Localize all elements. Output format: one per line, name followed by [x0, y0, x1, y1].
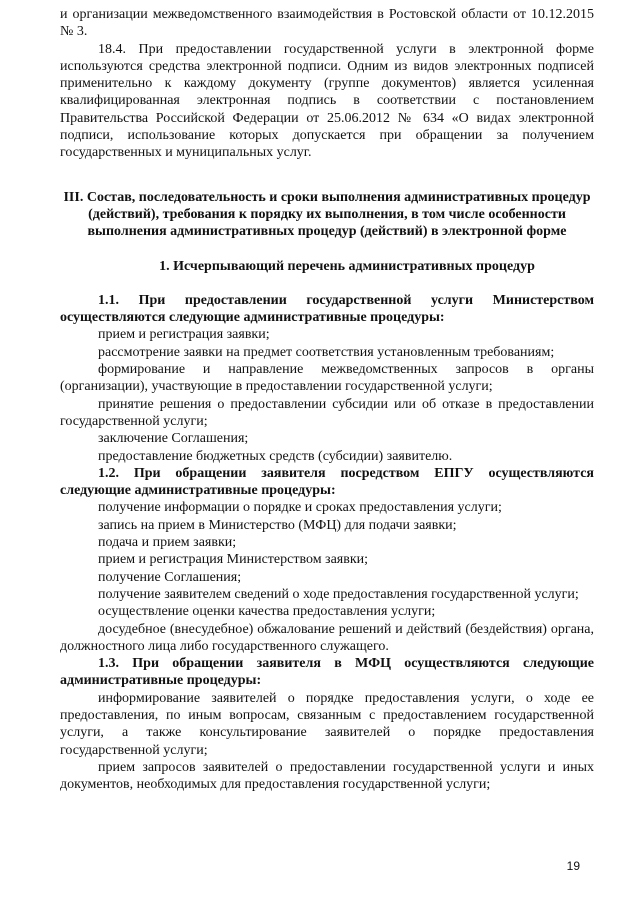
section-title: III. Состав, последовательность и сроки выполнения административных процедур (действий), требования к порядку их выполнения, в том числе особенности выполнения административных процедур (действий) в электронной форме	[63, 189, 591, 240]
list-item: досудебное (внесудебное) обжалование решений и действий (бездействия) органа, должностного лица либо государственного служащего.	[60, 621, 594, 654]
list-item: прием и регистрация Министерством заявки;	[98, 552, 369, 568]
list-item: прием запросов заявителей о предоставлении государственной услуги и иных документов, необходимых для предоставления государственной услуги;	[60, 759, 594, 793]
list-item: получение заявителем сведений о ходе предоставления государственной услуги;	[98, 586, 579, 602]
list-item: формирование и направление межведомственных запросов в органы (организации), участвующие в предоставлении государственной услуги;	[60, 362, 594, 395]
list-item: запись на прием в Министерство (МФЦ) для подачи заявки;	[98, 517, 457, 533]
paragraph-continuation: и организации межведомственного взаимодействия в Ростовской области от 10.12.2015 № 3.	[60, 7, 594, 40]
list-item: рассмотрение заявки на предмет соответствия установленным требованиям;	[98, 344, 555, 360]
subsection-title: 1. Исчерпывающий перечень административных процедур	[159, 258, 535, 274]
list-item: принятие решения о предоставлении субсидии или об отказе в предоставлении государственной услуги;	[60, 396, 594, 429]
list-item: получение информации о порядке и сроках предоставления услуги;	[98, 500, 502, 516]
list-item: предоставление бюджетных средств (субсидии) заявителю.	[98, 448, 453, 464]
page-number: 19	[566, 859, 580, 873]
clause-1-3-title: 1.3. При обращении заявителя в МФЦ осуществляются следующие административные процедуры:	[60, 656, 594, 689]
list-item: прием и регистрация заявки;	[98, 327, 270, 343]
clause-1-1-title: 1.1. При предоставлении государственной услуги Министерством осуществляются следующие административные процедуры:	[60, 292, 594, 326]
list-item: информирование заявителей о порядке предоставления услуги, о ходе ее предоставления, по иным вопросам, связанным с предоставлением государственной услуги, а также консультирование заявителей о порядке предоставления государственной услуги;	[60, 690, 594, 758]
document-body	[60, 6, 594, 793]
list-item: заключение Соглашения;	[98, 431, 249, 447]
list-item: подача и прием заявки;	[98, 535, 237, 551]
clause-1-2-title: 1.2. При обращении заявителя посредством ЕПГУ осуществляются следующие административные процедуры:	[60, 465, 594, 499]
list-item: получение Соглашения;	[98, 569, 242, 585]
paragraph-18-4: 18.4. При предоставлении государственной услуги в электронной форме используются средства электронной подписи. Одним из видов электронных подписей применительно к каждому документу (группе документов) является усиленная квалифицированная электронная подпись в соответствии с постановлением Правительства Российской Федерации от 25.06.2012 № 634 «О видах электронной подписи, использование которых допускается при обращении за получением государственных и муниципальных услуг.	[60, 41, 594, 161]
list-item: осуществление оценки качества предоставления услуги;	[98, 604, 436, 620]
